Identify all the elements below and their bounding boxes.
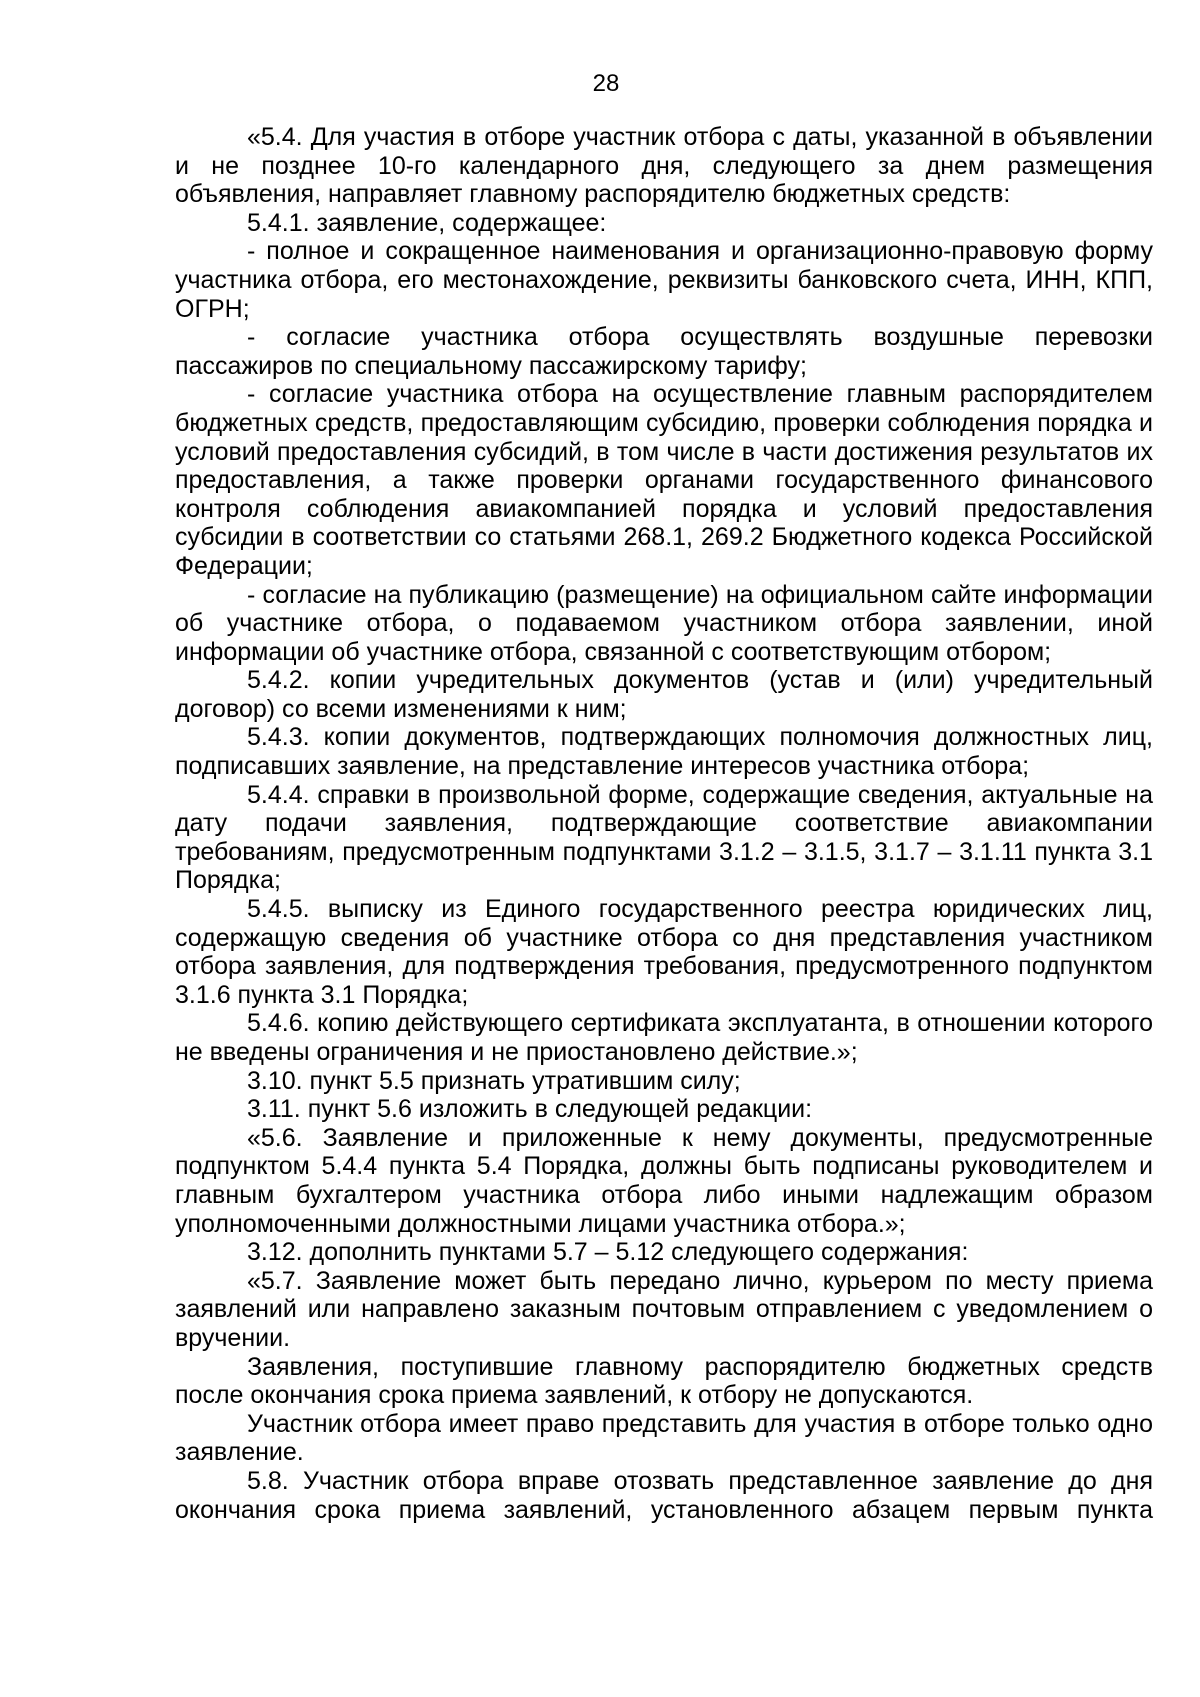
paragraph-5-4-3: 5.4.3. копии документов, подтверждающих полномочия должностных лиц, подписавших заявление, на представление интересов участника отбора; (175, 723, 1153, 781)
paragraph-5-4-1: 5.4.1. заявление, содержащее: (247, 208, 607, 237)
paragraph-5-4-6: 5.4.6. копию действующего сертификата эксплуатанта, в отношении которого не введены ограничения и не приостановлено действие.»; (175, 1009, 1153, 1066)
paragraph-item-consent-publication: - согласие на публикацию (размещение) на официальном сайте информации об участнике отбора, о подаваемом участником отбора заявлении, иной информации об участнике отбора, связанной с соответствующим отбором; (175, 580, 1153, 666)
paragraph-late-applications: Заявления, поступившие главному распорядителю бюджетных средств после окончания срока приема заявлений, к отбору не допускаются. (175, 1352, 1153, 1410)
paragraph-5-4-2: 5.4.2. копии учредительных документов (устав и (или) учредительный договор) со всеми изменениями к ним; (175, 666, 1153, 723)
page-number: 28 (592, 70, 620, 97)
paragraph-5-6: «5.6. Заявление и приложенные к нему документы, предусмотренные подпунктом 5.4.4 пункта 5.4 Порядка, должны быть подписаны руководителем и главным бухгалтером участника отбора либо иными надлежащим образом уполномоченными должностными лицами участника отбора.»; (175, 1123, 1153, 1238)
paragraph-5-8: 5.8. Участник отбора вправе отозвать представленное заявление до дня окончания срока приема заявлений, установленного абзацем первым пункта (175, 1466, 1153, 1524)
paragraph-5-4-4: 5.4.4. справки в произвольной форме, содержащие сведения, актуальные на дату подачи заявления, подтверждающие соответствие авиакомпании требованиям, предусмотренным подпунктами 3.1.2 – 3.1.5, 3.1.7 – 3.1.11 пункта 3.1 Порядка; (175, 780, 1153, 895)
paragraph-3-11: 3.11. пункт 5.6 изложить в следующей редакции: (247, 1095, 813, 1124)
document-body (175, 123, 1153, 1524)
paragraph-5-7: «5.7. Заявление может быть передано лично, курьером по месту приема заявлений или направлено заказным почтовым отправлением с уведомлением о вручении. (175, 1266, 1153, 1352)
paragraph-5-4-5: 5.4.5. выписку из Единого государственного реестра юридических лиц, содержащую сведения об участнике отбора со дня представления участником отбора заявления, для подтверждения требования, предусмотренного подпунктом 3.1.6 пункта 3.1 Порядка; (175, 895, 1153, 1009)
paragraph-one-application: Участник отбора имеет право представить для участия в отборе только одно заявление. (175, 1409, 1153, 1467)
paragraph-3-12: 3.12. дополнить пунктами 5.7 – 5.12 следующего содержания: (247, 1238, 969, 1267)
paragraph-3-10: 3.10. пункт 5.5 признать утратившим силу; (247, 1066, 741, 1095)
paragraph-item-consent-transport: - согласие участника отбора осуществлять воздушные перевозки пассажиров по специальному пассажирскому тарифу; (175, 323, 1153, 380)
paragraph-item-consent-audit: - согласие участника отбора на осуществление главным распорядителем бюджетных средств, предоставляющим субсидию, проверки соблюдения порядка и условий предоставления субсидий, в том числе в части достижения результатов их предоставления, а также проверки органами государственного финансового контроля соблюдения авиакомпанией порядка и условий предоставления субсидии в соответствии со статьями 268.1, 269.2 Бюджетного кодекса Российской Федерации; (175, 380, 1153, 580)
paragraph-5-4: «5.4. Для участия в отборе участник отбора с даты, указанной в объявлении и не позднее 10-го календарного дня, следующего за днем размещения объявления, направляет главному распорядителю бюджетных средств: (175, 123, 1153, 209)
paragraph-item-name-form: - полное и сокращенное наименования и организационно-правовую форму участника отбора, его местонахождение, реквизиты банковского счета, ИНН, КПП, ОГРН; (175, 237, 1153, 323)
